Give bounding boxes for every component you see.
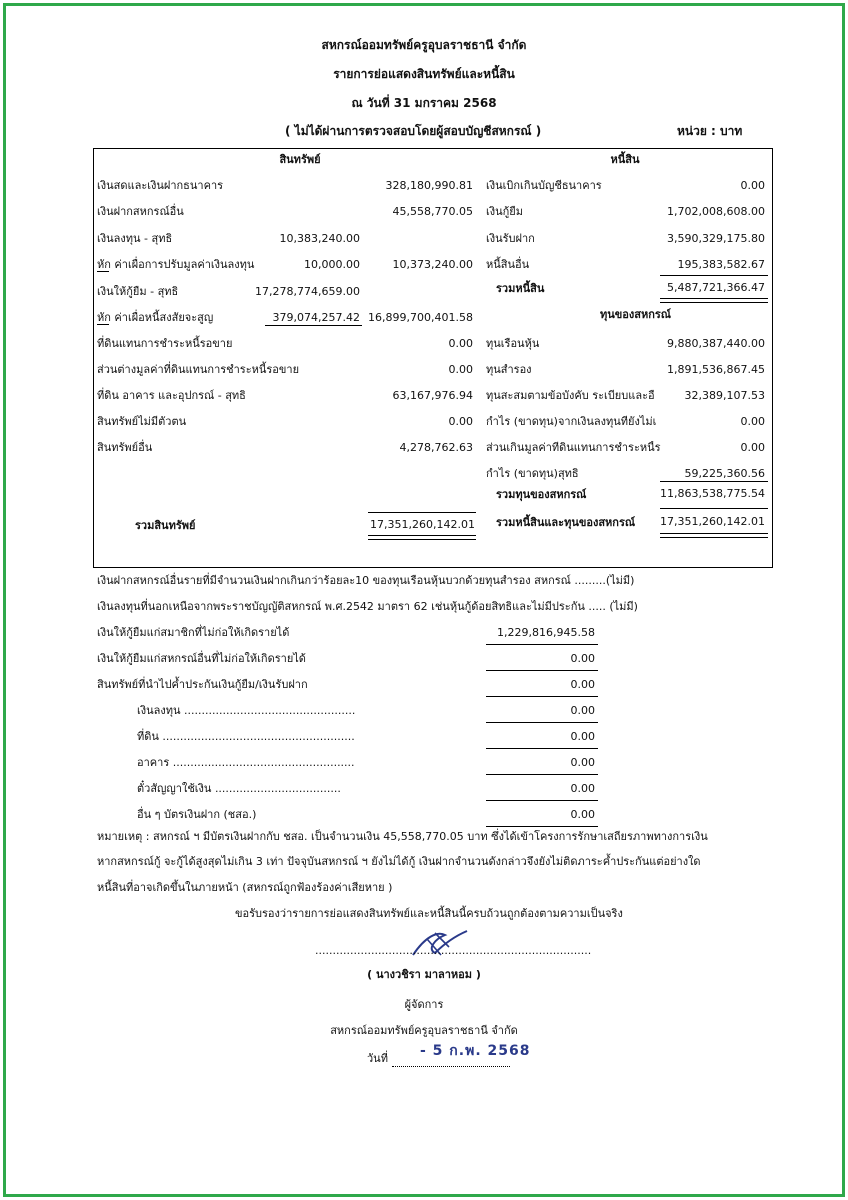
asset-label: ที่ดิน อาคาร และอุปกรณ์ - สุทธิ [97,389,246,402]
pledged-value: 0.00 [570,782,595,795]
equity-label: ทุนสะสมตามข้อบังคับ ระเบียบและอื่ [486,389,655,402]
asset-label: เงินฝากสหกรณ์อื่น [97,205,184,218]
liability-label: หนี้สินอื่น [486,258,530,271]
grand-rule-bottom [660,533,768,538]
equity-heading: ทุนของสหกรณ์ [600,308,672,321]
assets-heading: สินทรัพย์ [279,153,321,166]
equity-label: ทุนเรือนหุ้น [486,337,540,350]
asset-value: 4,278,762.63 [399,441,473,454]
liability-label: เงินเบิกเกินบัญชีธนาคาร [486,179,602,192]
grand-total-value: 17,351,260,142.01 [660,515,765,528]
certify-text: ขอรับรองว่ารายการย่อแสดงสินทรัพย์และหนี้สินนี้ครบถ้วนถูกต้องตามความเป็นจริง [235,907,623,920]
hak-underline-1 [97,271,109,272]
asset-label: หัก ค่าเผื่อหนี้สงสัยจะสูญ [97,311,214,324]
total-equity-label: รวมทุนของสหกรณ์ [496,488,587,501]
liability-value: 1,702,008,608.00 [667,205,765,218]
pledged-rule [486,722,598,723]
asset-label: เงินลงทุน - สุทธิ [97,232,173,245]
pledged-rule [486,748,598,749]
asset-label: สินทรัพย์ไม่มีตัวตน [97,415,187,428]
pledged-label: ตั๋วสัญญาใช้เงิน .................................... [137,782,341,795]
liab-rule [660,275,768,276]
pledged-label: เงินลงทุน ................................................. [137,704,356,717]
pledged-value: 0.00 [570,704,595,717]
note-item-label: เงินให้กู้ยืมแก่สมาชิกที่ไม่ก่อให้เกิดรายได้ [97,626,290,639]
sign-date-label: วันที่ [367,1052,388,1065]
total-liabilities-rule [660,298,768,303]
note-line-2: เงินลงทุนที่นอกเหนือจากพระราชบัญญัติสหกรณ์ พ.ศ.2542 มาตรา 62 เช่นหุ้นกู้ด้อยสิทธิและไม่มีประกัน ..... (ไม่มี) [97,600,638,613]
signature-line: ............................................................................... [315,944,592,957]
asset-sub-value: 10,383,240.00 [279,232,360,245]
pledged-rule [486,826,598,827]
pledged-value: 0.00 [570,808,595,821]
liability-value: 195,383,582.67 [677,258,765,271]
total-assets-value: 17,351,260,142.01 [370,518,475,531]
equity-rule [660,481,768,482]
hak-underline-2 [97,324,109,325]
note-item-rule [486,644,598,645]
equity-label: กำไร (ขาดทุน)สุทธิ [486,467,579,480]
liability-value: 3,590,329,175.80 [667,232,765,245]
signer-position: ผู้จัดการ [404,998,444,1011]
note-item-label: สินทรัพย์ที่นำไปค้ำประกันเงินกู้ยืม/เงินรับฝาก [97,678,308,691]
remark-line-1: หมายเหตุ : สหกรณ์ ฯ มีบัตรเงินฝากกับ ชสอ. เป็นจำนวนเงิน 45,558,770.05 บาท ซึ่งได้เข้าโครงการรักษาเสถียรภาพทางการเงิน [97,830,708,843]
audit-note: ( ไม่ได้ผ่านการตรวจสอบโดยผู้สอบบัญชีสหกรณ์ ) [285,124,542,138]
note-item-value: 1,229,816,945.58 [497,626,595,639]
asset-label: เงินให้กู้ยืม - สุทธิ [97,285,179,298]
note-item-label: เงินให้กู้ยืมแก่สหกรณ์อื่นที่ไม่ก่อให้เกิดรายได้ [97,652,306,665]
asset-sub-value: 379,074,257.42 [272,311,360,324]
liabilities-heading: หนี้สิน [610,153,640,166]
equity-value: 59,225,360.56 [684,467,765,480]
pledged-value: 0.00 [570,730,595,743]
note-item-rule [486,670,598,671]
asset-sub-value: 17,278,774,659.00 [255,285,360,298]
grand-rule-top [660,508,768,509]
equity-label: กำไร (ขาดทุน)จากเงินลงทุนที่ยังไม่เ [486,415,657,428]
report-title: รายการย่อแสดงสินทรัพย์และหนี้สิน [333,67,515,81]
equity-value: 0.00 [740,415,765,428]
liability-label: เงินรับฝาก [486,232,535,245]
asset-label: ส่วนต่างมูลค่าที่ดินแทนการชำระหนี้รอขาย [97,363,300,376]
total-liabilities-label: รวมหนี้สิน [496,282,545,295]
signer-name: ( นางวชิรา มาลาหอม ) [367,968,481,981]
asset-value: 328,180,990.81 [385,179,473,192]
asset-label: หัก ค่าเผื่อการปรับมูลค่าเงินลงทุน [97,258,255,271]
pledged-label: ที่ดิน ....................................................... [137,730,355,743]
pledged-label: อื่น ๆ บัตรเงินฝาก (ชสอ.) [137,808,257,821]
note-line-1: เงินฝากสหกรณ์อื่นรายที่มีจำนวนเงินฝากเกินกว่าร้อยละ10 ของทุนเรือนหุ้นบวกด้วยทุนสำรอง สหกรณ์ .........(ไม่มี) [97,574,635,587]
equity-value: 0.00 [740,441,765,454]
remark-line-3: หนี้สินที่อาจเกิดขึ้นในภายหน้า (สหกรณ์ถูกฟ้องร้องค่าเสียหาย ) [97,881,393,894]
org-name: สหกรณ์ออมทรัพย์ครูอุบลราชธานี จำกัด [321,38,527,52]
equity-label: ทุนสำรอง [486,363,532,376]
grand-total-label: รวมหนี้สินและทุนของสหกรณ์ [496,516,636,529]
pledged-rule [486,800,598,801]
pledged-rule [486,774,598,775]
note-item-value: 0.00 [570,678,595,691]
asset-label: สินทรัพย์อื่น [97,441,153,454]
pledged-label: อาคาร .................................................... [137,756,355,769]
pledged-value: 0.00 [570,756,595,769]
total-equity-value: 11,863,538,775.54 [660,487,765,500]
total-assets-rule-bottom [368,535,476,540]
equity-label: ส่วนเกินมูลค่าที่ดินแทนการชำระหนี้ร [486,441,661,454]
asset-value: 10,373,240.00 [392,258,473,271]
report-date: ณ วันที่ 31 มกราคม 2568 [351,96,497,110]
total-assets-rule-top [368,512,476,513]
asset-value: 0.00 [448,337,473,350]
asset-sub-rule [265,325,362,326]
asset-sub-value: 10,000.00 [304,258,360,271]
note-item-rule [486,696,598,697]
asset-value: 0.00 [448,363,473,376]
liability-value: 0.00 [740,179,765,192]
total-assets-label: รวมสินทรัพย์ [135,519,196,532]
total-liabilities-value: 5,487,721,366.47 [667,281,765,294]
signer-org: สหกรณ์ออมทรัพย์ครูอุบลราชธานี จำกัด [330,1024,518,1037]
equity-value: 1,891,536,867.45 [667,363,765,376]
note-item-value: 0.00 [570,652,595,665]
sign-date-stamp: - 5 ก.พ. 2568 [420,1043,531,1059]
asset-value: 0.00 [448,415,473,428]
asset-value: 45,558,770.05 [392,205,473,218]
asset-value: 63,167,976.94 [392,389,473,402]
equity-value: 9,880,387,440.00 [667,337,765,350]
equity-value: 32,389,107.53 [684,389,765,402]
liability-label: เงินกู้ยืม [486,205,524,218]
asset-label: ที่ดินแทนการชำระหนี้รอขาย [97,337,233,350]
asset-label: เงินสดและเงินฝากธนาคาร [97,179,224,192]
remark-line-2: หากสหกรณ์กู้ จะกู้ได้สูงสุดไม่เกิน 3 เท่า ปัจจุบันสหกรณ์ ฯ ยังไม่ได้กู้ เงินฝากจำนวนดังกล่าวจึงยังไม่ติดภาระค้ำประกันแต่อย่างใด [97,855,701,868]
unit-label: หน่วย : บาท [677,124,743,138]
asset-value: 16,899,700,401.58 [368,311,473,324]
